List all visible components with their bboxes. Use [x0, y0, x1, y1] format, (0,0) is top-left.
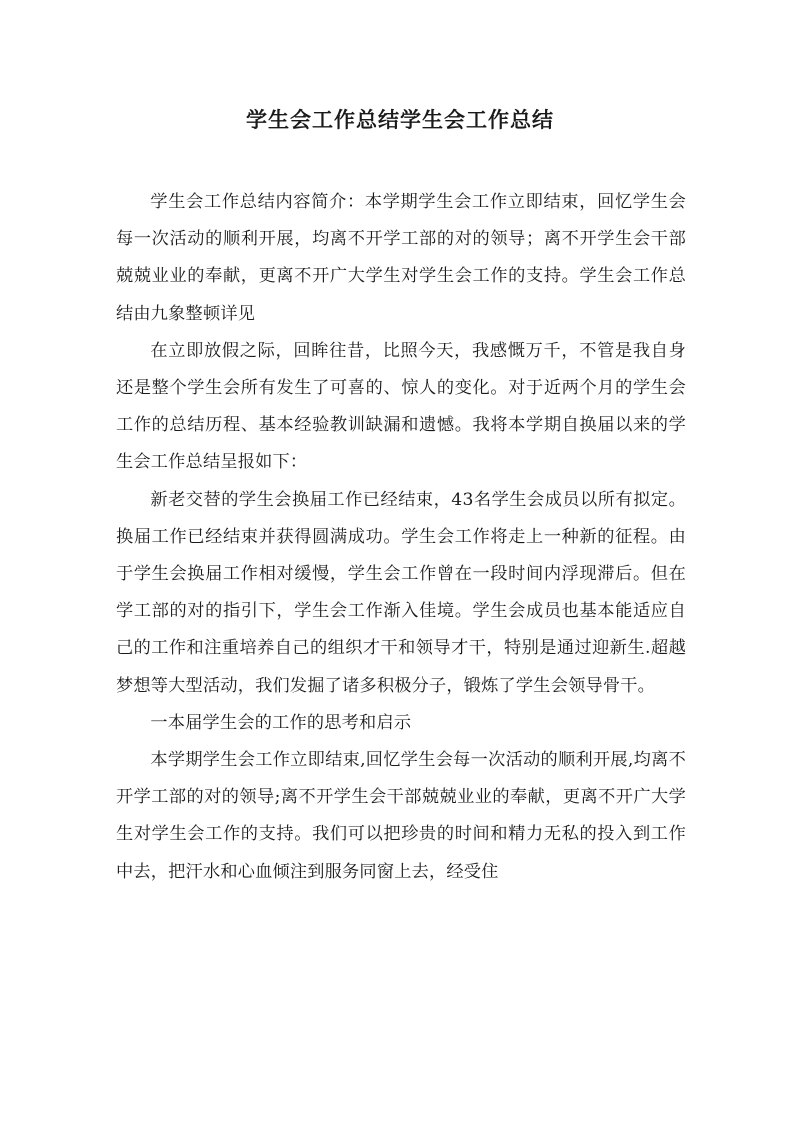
document-body — [116, 184, 686, 891]
paragraph-transition: 新老交替的学生会换届工作已经结束，43名学生会成员以所有拟定。换届工作已经结束并获得圆满成功。学生会工作将走上一种新的征程。由于学生会换届工作相对缓慢，学生会工作曾在一段时间内浮现滞后。但在学工部的对的指引下，学生会工作渐入佳境。学生会成员也基本能适应自己的工作和注重培养自己的组织才干和领导才干，特别是通过迎新生.超越梦想等大型活动，我们发掘了诸多积极分子，锻炼了学生会领导骨干。 — [116, 489, 686, 696]
paragraph-summary: 本学期学生会工作立即结束,回忆学生会每一次活动的顺利开展,均离不开学工部的对的领导;离不开学生会干部兢兢业业的奉献，更离不开广大学生对学生会工作的支持。我们可以把珍贵的时间和精力无私的投入到工作中去，把汗水和心血倾注到服务同窗上去，经受住 — [116, 750, 686, 882]
paragraph-intro: 学生会工作总结内容简介：本学期学生会工作立即结束，回忆学生会每一次活动的顺利开展，均离不开学工部的对的领导；离不开学生会干部兢兢业业的奉献，更离不开广大学生对学生会工作的支持。学生会工作总结由九象整顿详见 — [116, 192, 686, 324]
paragraph-reflection: 在立即放假之际，回眸往昔，比照今天，我感慨万千，不管是我自身还是整个学生会所有发生了可喜的、惊人的变化。对于近两个月的学生会工作的总结历程、基本经验教训缺漏和遗憾。我将本学期自换届以来的学生会工作总结呈报如下： — [116, 340, 686, 473]
document-title: 学生会工作总结学生会工作总结 — [246, 108, 554, 132]
section-heading: 一本届学生会的工作的思考和启示 — [150, 712, 412, 733]
